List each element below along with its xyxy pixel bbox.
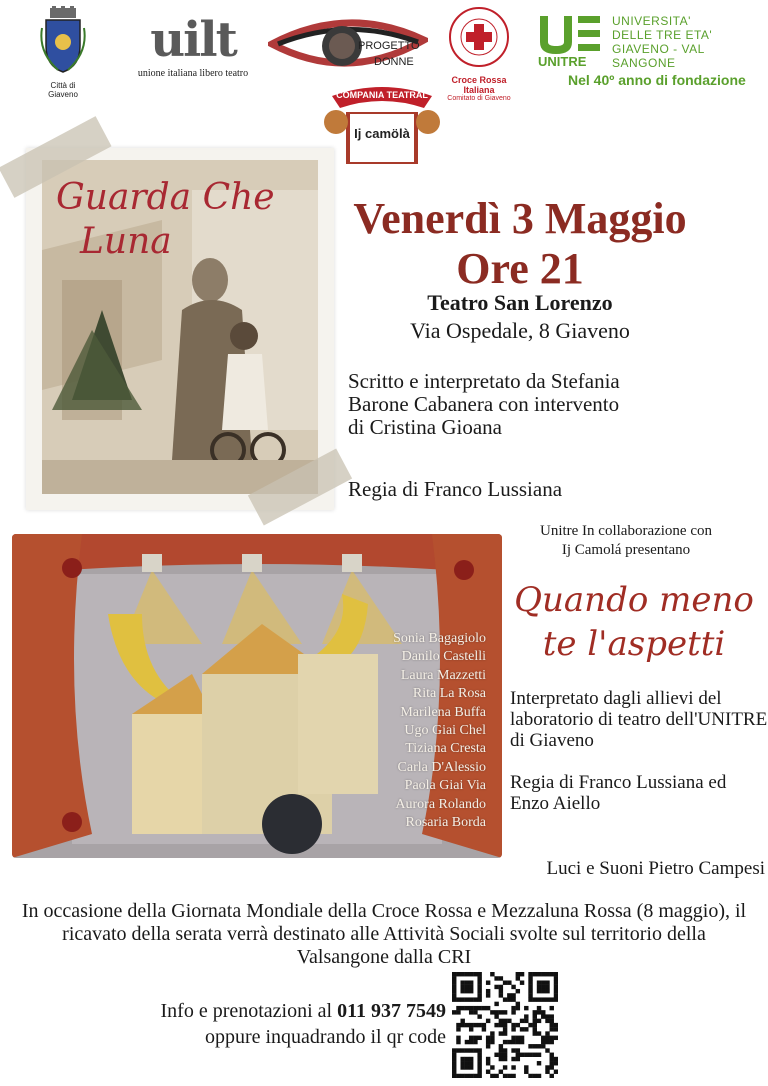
event-address: Via Ospedale, 8 Giaveno [410, 318, 630, 343]
qr-hint: oppure inquadrando il qr code [204, 1026, 446, 1048]
charity-note: In occasione della Giornata Mondiale della Croce Rossa e Mezzaluna Rossa (8 maggio), il ricavato della serata verrà destinato alle Attività Sociali svolte sul territorio della Valsangone dalla CRI [21, 900, 747, 968]
collaboration-note [506, 522, 746, 560]
camola-top: COMPANIA TEATRAL [336, 90, 428, 100]
stage-drawing [12, 534, 502, 858]
director-second-show: Regia di Franco Lussiana ed Enzo Aiello [510, 772, 727, 814]
unitre-line3: GIAVENO - VAL SANGONE [612, 42, 705, 70]
photo-title-line1: Guarda Che [56, 177, 275, 218]
cast-member: Aurora Rolando [395, 796, 486, 812]
event-time: Ore 21 [456, 244, 584, 293]
unitre-line1: UNIVERSITA' [612, 14, 691, 28]
show-title-line1: Quando meno [514, 580, 754, 620]
cast-member: Paola Giai Via [404, 778, 486, 794]
collab-line2: Ij Camolá presentano [561, 542, 691, 558]
collab-line1: Unitre In collaborazione con [539, 523, 712, 539]
photo-title [56, 176, 306, 264]
cast-member: Sonia Bagagiolo [393, 631, 486, 646]
croce-rossa-logo [436, 6, 522, 102]
cast-member: Ugo Giai Chel [404, 723, 486, 739]
unitre-anniversary: Nel 40º anno di fondazione [568, 72, 746, 88]
phone-number[interactable]: 011 937 7549 [337, 1000, 446, 1022]
qr-code-icon[interactable] [452, 972, 558, 1078]
citta-di-giaveno-logo [38, 6, 88, 99]
cast-member: Tiziana Cresta [405, 741, 486, 757]
uilt-caption: unione italiana libero teatro [137, 68, 249, 79]
performers-note: Interpretato dagli allievi del laboratorio di teatro dell'UNITRE di Giaveno [510, 688, 768, 751]
show-title-line2: te l'aspetti [542, 624, 726, 664]
cast-list [346, 630, 486, 832]
progetto-donne-logo [268, 10, 428, 80]
uilt-mark: uilt [150, 12, 236, 68]
booking-info [56, 998, 446, 1050]
unitre-line2: DELLE TRE ETA' [612, 28, 713, 42]
red-cross-icon [448, 6, 510, 68]
info-prefix: Info e prenotazioni al [160, 1000, 333, 1022]
crest-caption: Città di Giaveno [48, 81, 78, 99]
director-first-show: Regia di Franco Lussiana [348, 477, 563, 501]
camola-name: Ij camölà [354, 126, 410, 141]
booking-qr-code[interactable] [452, 972, 558, 1078]
unitre-word: UNITRE [538, 54, 587, 69]
vintage-photo [42, 160, 318, 494]
unitre-heading [612, 14, 760, 70]
event-date: Venerdì 3 Maggio [353, 194, 687, 243]
progetto-line2: DONNE [374, 56, 414, 68]
progetto-line1: PROGETTO [358, 40, 420, 52]
unitre-logo [538, 14, 760, 94]
photo-title-line2: Luna [80, 221, 172, 262]
written-by: Scritto e interpretato da Stefania Barone Cabanera con intervento di Cristina Gioana [348, 369, 620, 439]
camola-logo [324, 82, 440, 168]
cri-caption: Croce Rossa Italiana [451, 75, 507, 95]
unitre-mark-icon [538, 14, 602, 56]
lights-sound-credit: Luci e Suoni Pietro Campesi [546, 858, 765, 879]
cast-member: Laura Mazzetti [400, 667, 486, 683]
cast-member: Danilo Castelli [401, 649, 486, 665]
second-show-title [506, 578, 762, 666]
photo-card [26, 148, 334, 510]
cast-member: Rosaria Borda [405, 815, 486, 831]
cast-member: Carla D'Alessio [397, 759, 486, 775]
event-venue: Teatro San Lorenzo [427, 290, 613, 315]
cast-member: Marilena Buffa [400, 704, 486, 720]
uilt-logo [128, 14, 258, 84]
cri-sub: Comitato di Giaveno [447, 95, 511, 102]
cast-member: Rita La Rosa [412, 686, 486, 702]
city-crest-icon [40, 6, 86, 74]
